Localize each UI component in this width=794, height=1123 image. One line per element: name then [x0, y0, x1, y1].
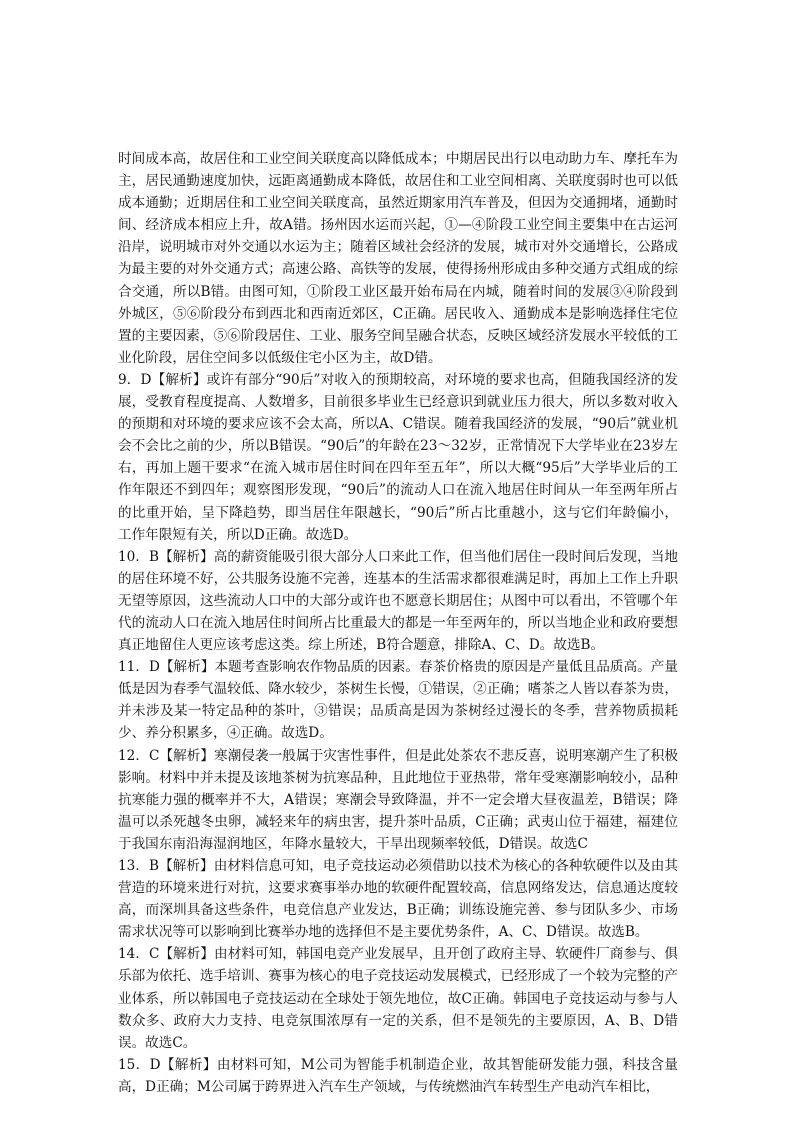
answer-paragraph-12: 12．C【解析】寒潮侵袭一般属于灾害性事件，但是此处茶农不悲反喜，说明寒潮产生了积极影响。材料中并未提及该地茶树为抗寒品种，且此地位于亚热带，常年受寒潮影响较小，品种抗寒能力强的概率并不大，A错误；寒潮会导致降温，并不一定会增大昼夜温差，B错误；降温可以杀死越冬虫卵，减轻来年的病虫害，提升茶叶品质，C正确；武夷山位于福建，福建位于我国东南沿海湿润地区，年降水量较大，干旱出现频率较低，D错误。故选C	[118, 747, 678, 852]
answer-paragraph-11: 11．D【解析】本题考查影响农作物品质的因素。春茶价格贵的原因是产量低且品质高。产量低是因为春季气温较低、降水较少，茶树生长慢，①错误，②正确；嗜茶之人皆以春茶为贵，并未涉及某一特定品种的茶叶，③错误；品质高是因为茶树经过漫长的冬季，营养物质损耗少、养分积累多，④正确。故选D。	[118, 659, 678, 742]
answer-paragraph-13: 13．B【解析】由材料信息可知，电子竞技运动必须借助以技术为核心的各种软硬件以及由其营造的环境来进行对抗，这要求赛事举办地的软硬件配置较高，信息网络发达，信息通达度较高，而深圳具备这些条件，电竞信息产业发达，B正确；训练设施完善、参与团队多少、市场需求状况等可以影响到比赛举办地的选择但不是主要优势条件，A、C、D错误。故选B。	[118, 858, 678, 941]
answer-paragraph-10: 10．B【解析】高的薪资能吸引很大部分人口来此工作，但当他们居住一段时间后发现，当地的居住环境不好，公共服务设施不完善，连基本的生活需求都很难满足时，再加上工作上升职无望等原因，这些流动人口中的大部分或许也不愿意长期居住；从图中可以看出，不管哪个年代的流动人口在流入地居住时间所占比重最大的都是一年至两年的，所以当地企业和政府要想真正地留住人更应该考虑这类。综上所述，B符合题意，排除A、C、D。故选B。	[118, 548, 678, 654]
answer-paragraph-14: 14．C【解析】由材料可知，韩国电竞产业发展早，且开创了政府主导、软硬件厂商参与、俱乐部为依托、选手培训、赛事为核心的电子竞技运动发展模式，已经形成了一个较为完整的产业体系，所以韩国电子竞技运动在全球处于领先地位，故C正确。韩国电子竞技运动与参与人数众多、政府大力支持、电竞氛围浓厚有一定的关系，但不是领先的主要原因，A、B、D错误。故选C。	[118, 946, 678, 1051]
answer-paragraph-continued: 时间成本高，故居住和工业空间关联度高以降低成本；中期居民出行以电动助力车、摩托车为主，居民通勤速度加快，远距离通勤成本降低，故居住和工业空间相离、关联度弱时也可以低成本通勤；近期居住和工业空间关联度高，虽然近期家用汽车普及，但因为交通拥堵，通勤时间、经济成本相应上升，故A错。扬州因水运而兴起，①—④阶段工业空间主要集中在古运河沿岸，说明城市对外交通以水运为主；随着区域社会经济的发展，城市对外交通增长，公路成为最主要的对外交通方式；高速公路、高铁等的发展，使得扬州形成由多种交通方式组成的综合交通，所以B错。由图可知，①阶段工业区最开始布局在内城，随着时间的发展③④阶段到外城区，⑤⑥阶段分布到西北和西南近郊区，C正确。居民收入、通勤成本是影响选择住宅位置的主要因素，⑤⑥阶段居住、工业、服务空间呈融合状态，反映区域经济发展水平较低的工业化阶段，居住空间多以低级住宅小区为主，故D错。	[118, 151, 678, 366]
document-body	[118, 148, 678, 1098]
answer-paragraph-9: 9．D【解析】或许有部分“90后”对收入的预期较高，对环境的要求也高，但随我国经济的发展，受教育程度提高、人数增多，目前很多毕业生已经意识到就业压力很大，所以多数对收入的预期和对环境的要求应该不会太高，所以A、C错误。随着我国经济的发展，“90后”就业机会不会比之前的少，所以B错误。“90后”的年龄在23～32岁，正常情况下大学毕业在23岁左右，再加上题干要求“在流入城市居住时间在四年至五年”，所以大概“95后”大学毕业后的工作年限还不到四年；观察图形发现，“90后”的流动人口在流入地居住时间从一年至两年所占的比重开始，呈下降趋势，即当居住年限越长，“90后”所占比重越小，这与它们年龄偏小，工作年限短有关，所以D正确。故选D。	[118, 371, 678, 543]
answer-paragraph-15: 15．D【解析】由材料可知，M公司为智能手机制造企业，故其智能研发能力强，科技含量高，D正确；M公司属于跨界进入汽车生产领域，与传统燃油汽车转型生产电动汽车相比，	[118, 1056, 678, 1095]
